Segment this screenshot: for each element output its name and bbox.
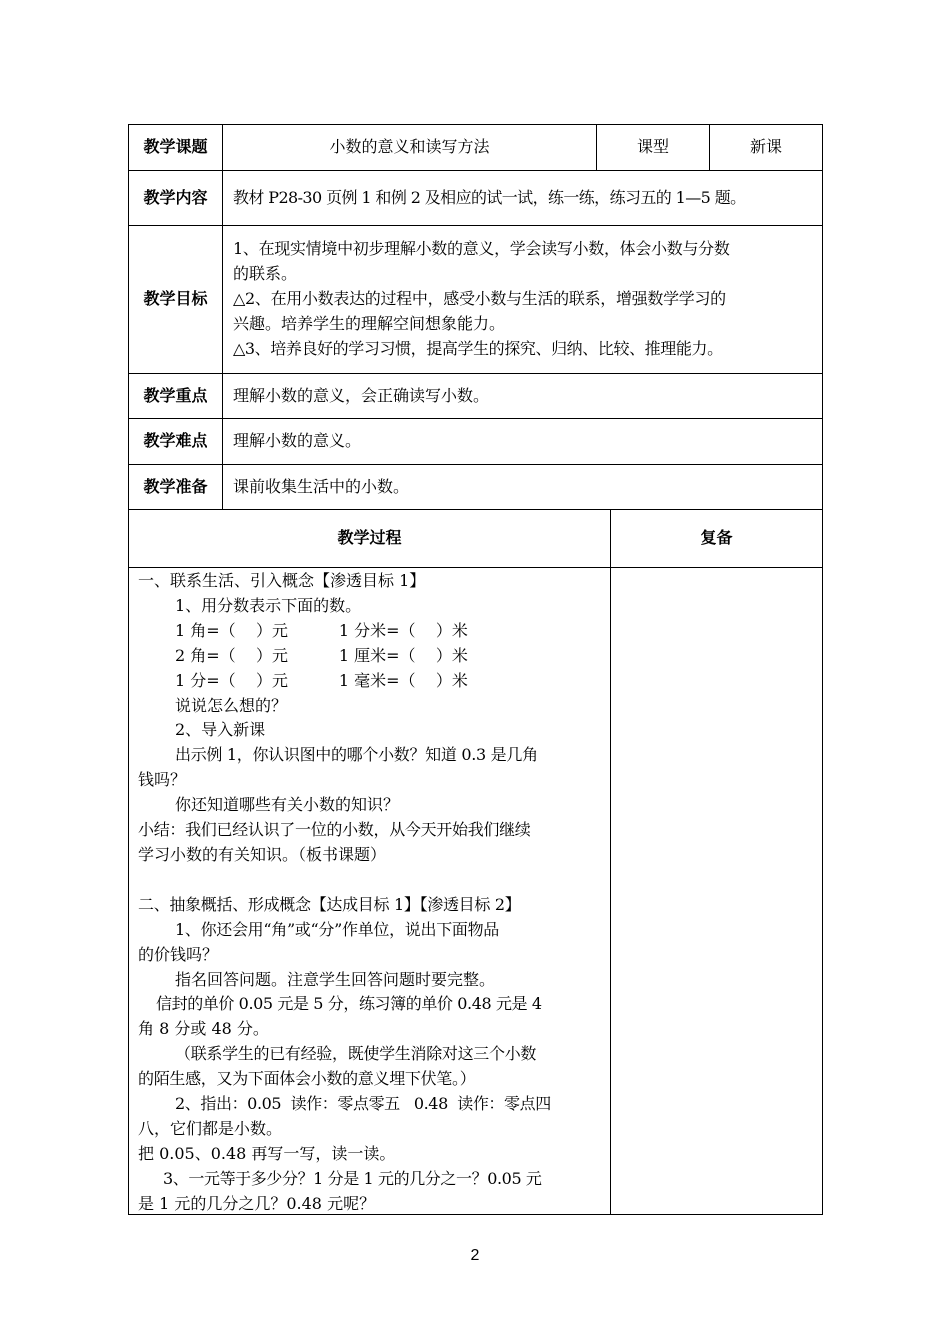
difficult-points-label: 教学难点: [143, 431, 208, 450]
process-line: 的陌生感，又为下面体会小数的意义埋下伏笔。）: [138, 1069, 476, 1089]
row-divider: [128, 418, 823, 419]
row-divider: [128, 373, 823, 374]
goal-line: 的联系。: [233, 263, 298, 283]
process-line: 把 0.05、0.48 再写一写，读一读。: [138, 1143, 396, 1163]
process-line: 小结：我们已经认识了一位的小数，从今天开始我们继续: [138, 820, 531, 840]
process-line: 1 角=（ ）元 1 分米=（ ）米: [175, 620, 468, 640]
process-line: 1 分=（ ）元 1 毫米=（ ）米: [175, 670, 468, 690]
label-column-divider: [222, 124, 223, 509]
process-line: 你还知道哪些有关小数的知识？: [175, 795, 400, 815]
process-line: 1、用分数表示下面的数。: [175, 595, 362, 615]
process-line: 1、你还会用“角”或“分”作单位，说出下面物品: [175, 919, 499, 939]
process-line: 2 角=（ ）元 1 厘米=（ ）米: [175, 645, 468, 665]
key-points-label: 教学重点: [143, 386, 208, 405]
process-line: 二、抽象概括、形成概念【达成目标 1】【渗透目标 2】: [138, 894, 521, 914]
preparation-label: 教学准备: [143, 477, 208, 496]
process-line: 八，它们都是小数。: [138, 1118, 283, 1138]
lesson-type-value: 新课: [749, 137, 782, 156]
process-line: 2、指出：0.05 读作：零点零五 0.48 读作：零点四: [175, 1094, 551, 1114]
process-line: （联系学生的已有经验，既使学生消除对这三个小数: [175, 1044, 537, 1064]
notes-column-divider: [610, 509, 611, 1214]
process-line: 角 8 分或 48 分。: [138, 1019, 269, 1039]
goals-label: 教学目标: [143, 289, 208, 308]
preparation-value: 课前收集生活中的小数。: [233, 477, 410, 496]
goal-line: △2、在用小数表达的过程中，感受小数与生活的联系，增强数学学习的: [233, 288, 726, 308]
process-line: [138, 868, 608, 893]
topic-label: 教学课题: [143, 137, 208, 156]
table-border-right: [822, 124, 823, 1215]
topic-value: 小数的意义和读写方法: [329, 137, 490, 156]
key-points-value: 理解小数的意义，会正确读写小数。: [233, 386, 490, 405]
process-line: 指名回答问题。注意学生回答问题时要完整。: [175, 969, 496, 989]
process-line: 学习小数的有关知识。（板书课题）: [138, 844, 387, 864]
lesson-type-label: 课型: [636, 137, 669, 156]
row-divider: [128, 170, 823, 171]
process-line: 说说怎么想的？: [175, 695, 288, 715]
row-divider: [128, 567, 823, 568]
content-label: 教学内容: [143, 188, 208, 207]
goal-line: 1、在现实情境中初步理解小数的意义，学会读写小数，体会小数与分数: [233, 239, 730, 258]
process-line: 3、一元等于多少分？1 分是 1 元的几分之一？0.05 元: [163, 1168, 542, 1188]
process-line: 出示例 1，你认识图中的哪个小数？知道 0.3 是几角: [175, 745, 538, 765]
goal-line: △3、培养良好的学习习惯，提高学生的探究、归纳、比较、推理能力。: [233, 338, 723, 358]
row-divider: [128, 225, 823, 226]
notes-header: 复备: [700, 528, 733, 547]
row-divider: [128, 464, 823, 465]
process-line: 2、导入新课: [175, 720, 266, 740]
process-line: 钱吗？: [138, 770, 187, 790]
process-line: 的价钱吗？: [138, 944, 219, 964]
process-line: 信封的单价 0.05 元是 5 分，练习簿的单价 0.48 元是 4: [156, 994, 542, 1014]
process-line: 是 1 元的几分之几？0.48 元呢？: [138, 1193, 376, 1213]
process-line: 一、联系生活、引入概念【渗透目标 1】: [138, 571, 426, 590]
process-body: [138, 569, 608, 1217]
goal-line: 兴趣。培养学生的理解空间想象能力。: [233, 313, 506, 333]
page-number: 2: [470, 1247, 480, 1264]
goals-list: [233, 237, 821, 362]
content-value: 教材 P28-30 页例 1 和例 2 及相应的试一试，练一练，练习五的 1—5 题。: [233, 188, 746, 207]
row-divider: [128, 509, 823, 510]
difficult-points-value: 理解小数的意义。: [233, 431, 362, 450]
process-header: 教学过程: [337, 528, 402, 547]
table-border-top: [128, 124, 823, 125]
